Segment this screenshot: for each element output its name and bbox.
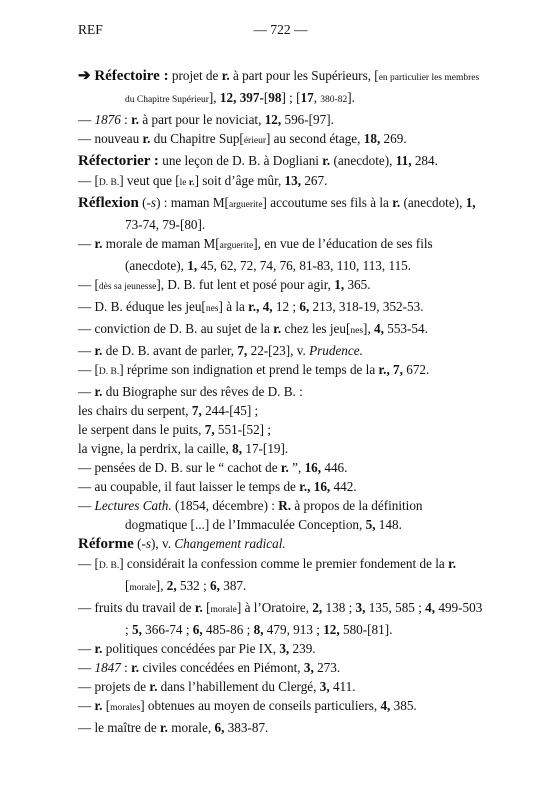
index-entries — [78, 66, 483, 737]
running-head: REF — [78, 22, 103, 37]
index-entry: — fruits du travail de r. [morale] à l’Oratoire, 2, 138 ; 3, 135, 585 ; 4, 499-503 ; 5, 366-74 ; 6, 485-86 ; 8, 479, 913 ; 12, 580-[81]. — [78, 600, 483, 637]
index-entry: — r. [morales] obtenues au moyen de conseils particuliers, 4, 385. — [78, 698, 417, 713]
index-entry: la vigne, la perdrix, la caille, 8, 17-[19]. — [78, 441, 289, 456]
index-entry: ➔ Réfectoire : projet de r. à part pour les Supérieurs, [en particulier les membres du Chapitre Supérieur], 12, 397-[98] ; [17, 380-82]. — [78, 68, 480, 105]
index-entry: — le maître de r. morale, 6, 383-87. — [78, 720, 269, 735]
index-entry: — r. politiques concédées par Pie IX, 3, 239. — [78, 641, 316, 656]
index-entry: — [dès sa jeunesse], D. B. fut lent et posé pour agir, 1, 365. — [78, 277, 371, 292]
index-entry: Réfectorier : une leçon de D. B. à Dogliani r. (anecdote), 11, 284. — [78, 153, 438, 169]
index-entry: — conviction de D. B. au sujet de la r. chez les jeu[nes], 4, 553-54. — [78, 321, 428, 336]
index-entry: — r. morale de maman M[arguerite], en vue de l’éducation de ses fils (anecdote), 1, 45, 62, 72, 74, 76, 81-83, 110, 113, 115. — [78, 236, 433, 273]
index-entry: — au coupable, il faut laisser le temps de r., 16, 442. — [78, 479, 357, 494]
index-entry: — [D. B.] considérait la confession comme le premier fondement de la r. [morale], 2, 532 ; 6, 387. — [78, 556, 457, 593]
page-number: — 722 — — [253, 22, 308, 37]
index-entry: — [D. B.] veut que [le r.] soit d’âge mûr, 13, 267. — [78, 173, 328, 188]
index-entry: le serpent dans le puits, 7, 551-[52] ; — [78, 422, 272, 437]
index-entry: — 1876 : r. à part pour le noviciat, 12, 596-[97]. — [78, 112, 334, 127]
page-header — [78, 22, 483, 42]
index-entry: Réforme (-s), v. Changement radical. — [78, 536, 286, 552]
index-entry: — [D. B.] réprime son indignation et prend le temps de la r., 7, 672. — [78, 362, 430, 377]
index-entry: Réflexion (-s) : maman M[arguerite] accoutume ses fils à la r. (anecdote), 1, 73-74, 79-[80]. — [78, 195, 476, 232]
index-entry: — nouveau r. du Chapitre Sup[érieur] au second étage, 18, 269. — [78, 131, 407, 146]
index-entry: — 1847 : r. civiles concédées en Piémont, 3, 273. — [78, 660, 341, 675]
index-entry: — D. B. éduque les jeu[nes] à la r., 4, 12 ; 6, 213, 318-19, 352-53. — [78, 299, 424, 314]
index-entry: — Lectures Cath. (1854, décembre) : R. à propos de la définition dogmatique [...] de l’Immaculée Conception, 5, 148. — [78, 498, 423, 532]
index-entry: — r. du Biographe sur des rêves de D. B. : — [78, 384, 303, 399]
index-entry: les chairs du serpent, 7, 244-[45] ; — [78, 403, 259, 418]
index-entry: — r. de D. B. avant de parler, 7, 22-[23], v. Prudence. — [78, 343, 363, 358]
index-entry: — projets de r. dans l’habillement du Clergé, 3, 411. — [78, 679, 356, 694]
index-entry: — pensées de D. B. sur le “ cachot de r. ”, 16, 446. — [78, 460, 348, 475]
